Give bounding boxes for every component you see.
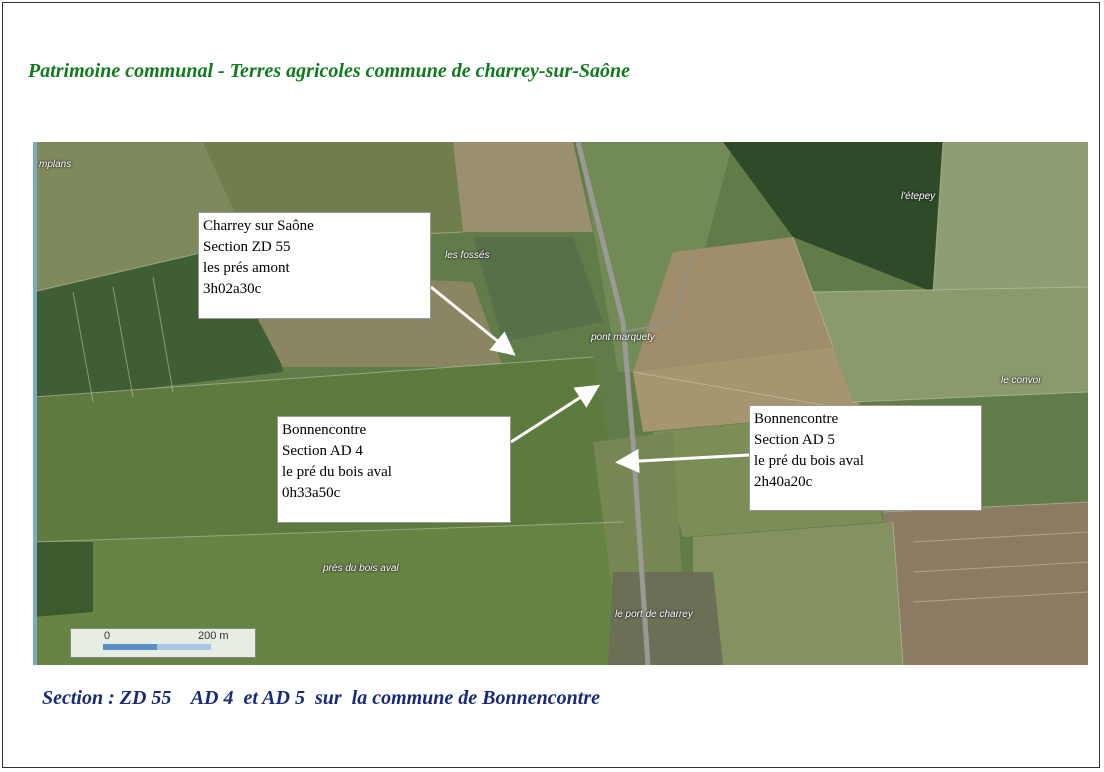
place-label-pont-marquety: pont marquety — [591, 332, 655, 343]
callout-zd55 — [198, 212, 431, 319]
aerial-map[interactable] — [33, 142, 1088, 665]
callout-line: Section ZD 55 — [203, 239, 291, 255]
section-footer: Section : ZD 55 AD 4 et AD 5 sur la commune de Bonnencontre — [42, 687, 600, 709]
place-label-le-port-de-charrey: le port de charrey — [615, 609, 693, 620]
place-label-mplans: mplans — [39, 159, 72, 170]
callout-line: Section AD 5 — [754, 432, 835, 448]
arrow-ad5 — [621, 455, 749, 462]
callout-line: le pré du bois aval — [282, 464, 392, 480]
place-label-pres-du-bois-aval: prés du bois aval — [323, 563, 399, 574]
pointer-arrows — [33, 142, 1088, 665]
scale-start-label: 0 — [104, 630, 111, 642]
callout-line: Bonnencontre — [282, 422, 367, 438]
callout-line: 0h33a50c — [282, 485, 341, 501]
page-title: Patrimoine communal - Terres agricoles commune de charrey-sur-Saône — [28, 60, 631, 82]
callout-ad5 — [749, 405, 982, 511]
callout-line: le pré du bois aval — [754, 453, 864, 469]
place-label-letepey: l'étepey — [901, 191, 936, 202]
arrow-zd55 — [431, 287, 511, 352]
callout-line: Bonnencontre — [754, 411, 839, 427]
callout-line: Section AD 4 — [282, 443, 363, 459]
callout-line: 3h02a30c — [203, 281, 262, 297]
callout-line: Charrey sur Saône — [203, 218, 314, 234]
arrow-ad4 — [511, 388, 595, 442]
place-label-les-fosses: les fossés — [445, 250, 490, 261]
map-scale-bar — [70, 628, 256, 658]
scale-segment-2 — [157, 644, 211, 650]
callout-ad4 — [277, 416, 511, 523]
place-label-le-convoi: le convoi — [1001, 375, 1041, 386]
callout-line: les prés amont — [203, 260, 290, 276]
scale-segment-1 — [103, 644, 157, 650]
callout-line: 2h40a20c — [754, 474, 813, 490]
scale-end-label: 200 m — [198, 630, 229, 642]
